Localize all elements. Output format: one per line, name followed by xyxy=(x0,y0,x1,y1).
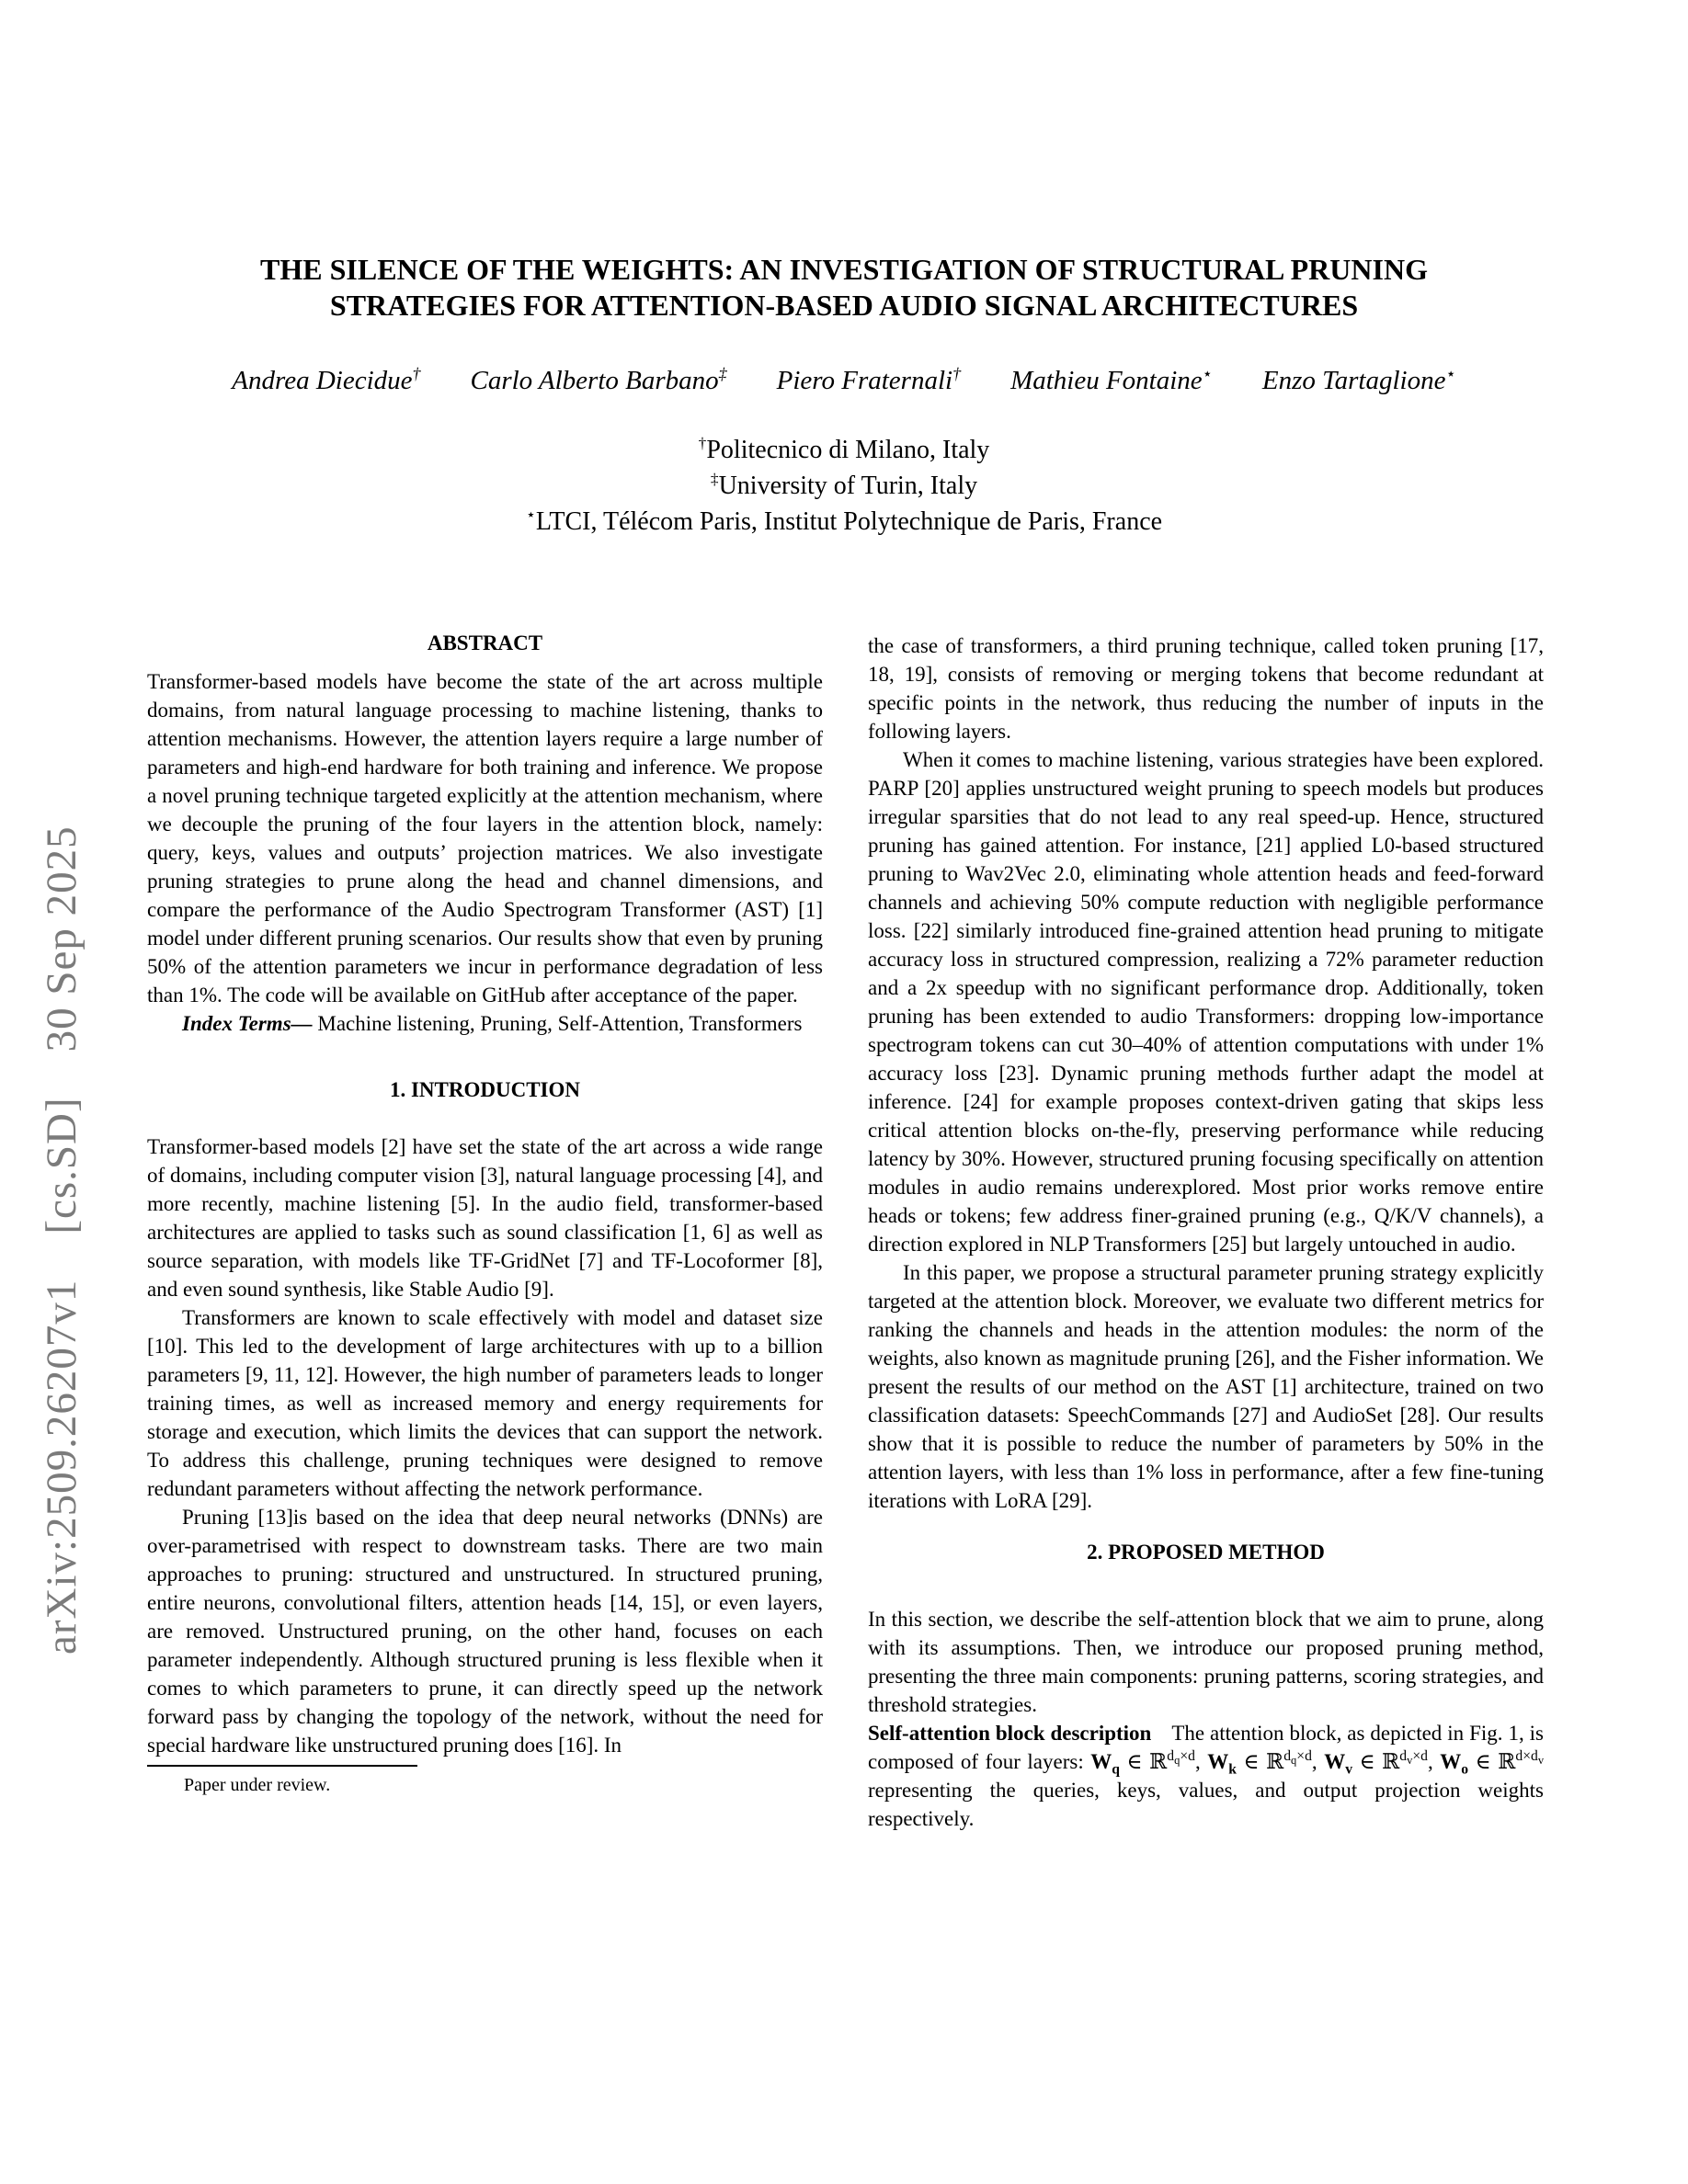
author-1 xyxy=(232,366,420,396)
author-2 xyxy=(471,366,727,396)
author-3-mark: † xyxy=(952,364,962,383)
affiliation-3-mark: ⋆ xyxy=(525,506,536,524)
author-5-mark: ⋆ xyxy=(1445,364,1456,383)
author-4 xyxy=(1010,366,1213,396)
index-terms-label: Index Terms— xyxy=(182,1012,313,1035)
footnote-text: Paper under review. xyxy=(184,1775,331,1795)
author-1-name: Andrea Diecidue xyxy=(232,366,413,395)
right-column xyxy=(868,631,1544,1833)
index-terms-list: Machine listening, Pruning, Self-Attention, Transformers xyxy=(312,1012,803,1035)
index-terms xyxy=(147,1009,823,1038)
title-line-1: THE SILENCE OF THE WEIGHTS: AN INVESTIGATION OF STRUCTURAL PRUNING xyxy=(260,253,1428,286)
introduction-heading: 1. INTRODUCTION xyxy=(389,1078,581,1101)
intro-paragraph-2: Transformers are known to scale effectively with model and dataset size [10]. This led to the development of large architectures with up to a billion parameters [9, 11, 12]. However, the high number of parameters leads to longer training times, as well as increased memory and energy requirements for storage and execution, which limits the devices that can support the network. To address this challenge, pruning techniques were designed to remove redundant parameters without affecting the network performance. xyxy=(147,1306,823,1500)
affiliation-line-2 xyxy=(0,468,1688,504)
token-pruning-paragraph: the case of transformers, a third pruning technique, called token pruning [17, 18, 19], consists of removing or merging tokens that become redundant at specific points in the network, thus reducing the number of inputs in the following layers. xyxy=(868,634,1544,743)
intro-paragraph-1: Transformer-based models [2] have set the state of the art across a wide range of domains, including computer vision [3], natural language processing [4], and more recently, machine listening [5]. In the audio field, transformer-based architectures are applied to tasks such as sound classification [1, 6] as well as source separation, with models like TF-GridNet [7] and TF-Locoformer [8], and even sound synthesis, like Stable Audio [9]. xyxy=(147,1135,823,1301)
author-1-mark: † xyxy=(412,364,421,383)
abstract-text: Transformer-based models have become the state of the art across multiple domains, from natural language processing to machine listening, thanks to attention mechanisms. However, the attention layers require a large number of parameters and high-end hardware for both training and inference. We propose a novel pruning technique targeted explicitly at the attention mechanism, where we decouple the pruning of the four layers in the attention block, namely: query, keys, values and outputs’ projection matrices. We also investigate pruning strategies to prune along the head and channel dimensions, and compare the performance of the Audio Spectrogram Transformer (AST) [1] model under different pruning scenarios. Our results show that even by pruning 50% of the attention parameters we incur in performance degradation of less than 1%. The code will be available on GitHub after acceptance of the paper. xyxy=(147,670,823,1007)
machine-listening-paragraph: When it comes to machine listening, various strategies have been explored. PARP [20] applies unstructured weight pruning to speech models but produces irregular sparsities that do not lead to any real speed-up. Hence, structured pruning has gained attention. For instance, [21] applied L0-based structured pruning to Wav2Vec 2.0, eliminating whole attention heads and feed-forward channels and achieving 50% compute reduction with negligible performance loss. [22] similarly introduced fine-grained attention head pruning to mitigate accuracy loss in structured compression, realizing a 72% parameter reduction and a 2x speedup with no significant performance drop. Additionally, token pruning has been extended to audio Transformers: dropping low-importance spectrogram tokens can cut 30–40% of attention computations with under 1% accuracy loss [23]. Dynamic pruning methods further adapt the model at inference. [24] for example proposes context-driven gating that skips less critical attention blocks on-the-fly, preserving performance while reducing latency by 30%. However, structured pruning focusing specifically on attention modules in audio remains underexplored. Most prior works remove entire heads or tokens; few address finer-grained pruning (e.g., Q/K/V channels), a direction explored in NLP Transformers [25] but largely untouched in audio. xyxy=(868,748,1544,1256)
title-line-2: STRATEGIES FOR ATTENTION-BASED AUDIO SIGNAL ARCHITECTURES xyxy=(329,289,1359,322)
affiliation-1-mark: † xyxy=(698,434,707,452)
abstract-heading: ABSTRACT xyxy=(427,631,543,654)
author-5 xyxy=(1262,366,1456,396)
author-3 xyxy=(777,366,961,396)
arxiv-stamp: arXiv:2509.26207v1 [cs.SD] 30 Sep 2025 xyxy=(38,825,86,1655)
affiliation-line-1 xyxy=(0,432,1688,468)
author-5-name: Enzo Tartaglione xyxy=(1261,366,1446,395)
intro-paragraph-3: Pruning [13]is based on the idea that deep neural networks (DNNs) are over-parametrised with respect to downstream tasks. There are two main approaches to pruning: structured and unstructured. In structured pruning, entire neurons, convolutional filters, attention heads [14, 15], or even layers, are removed. Unstructured pruning, on the other hand, focuses on each parameter independently. Although structured pruning is less flexible when it comes to which parameters to prune, it can directly speed up the network forward pass by changing the topology of the network, without the need for special hardware like unstructured pruning does [16]. In xyxy=(147,1506,823,1757)
author-3-name: Piero Fraternali xyxy=(776,366,953,395)
affiliation-1-text: Politecnico di Milano, Italy xyxy=(706,436,990,464)
author-2-mark: ‡ xyxy=(718,364,727,383)
footnote-rule xyxy=(147,1765,417,1767)
method-intro-paragraph: In this section, we describe the self-attention block that we aim to prune, along with its assumptions. Then, we introduce our proposed pruning method, presenting the three main components: pruning patterns, scoring strategies, and threshold strategies. xyxy=(868,1608,1544,1716)
self-attention-block-paragraph xyxy=(868,1719,1544,1833)
affiliation-3-text: LTCI, Télécom Paris, Institut Polytechnique de Paris, France xyxy=(535,507,1163,536)
footnote xyxy=(147,1765,823,1797)
contribution-paragraph: In this paper, we propose a structural parameter pruning strategy explicitly targeted at the attention block. Moreover, we evaluate two different metrics for ranking the channels and heads in the attention modules: the norm of the weights, also known as magnitude pruning [26], and the Fisher information. We present the results of our method on the AST [1] architecture, trained on two classification datasets: SpeechCommands [27] and AudioSet [28]. Our results show that it is possible to reduce the number of parameters by 50% in the attention layers, with less than 1% loss in performance, after a few fine-tuning iterations with LoRA [29]. xyxy=(868,1261,1544,1512)
affiliations xyxy=(0,432,1688,540)
affiliation-2-mark: ‡ xyxy=(710,470,719,488)
affiliation-line-3 xyxy=(0,504,1688,540)
self-attention-block-label: Self-attention block description xyxy=(868,1722,1152,1745)
paper-title xyxy=(90,252,1598,324)
author-4-name: Mathieu Fontaine xyxy=(1010,366,1203,395)
self-attention-block-body: The attention block, as depicted in Fig. 1, is composed of four layers: $W_q$ ∈ ℝ$^{d_q\times d}$, $W_k$ ∈ ℝ$^{d_q\times d}$, $W_v$ ∈ ℝ$^{d_v\times d}$, $W_o$ ∈ ℝ$^{d\times d_v}$ representing the queries, keys, values, and output projection weights respectively. xyxy=(868,1722,1545,1830)
author-2-name: Carlo Alberto Barbano xyxy=(470,366,719,395)
method-heading: 2. PROPOSED METHOD xyxy=(1087,1541,1325,1564)
left-column xyxy=(147,631,823,1797)
authors-row xyxy=(0,366,1688,396)
affiliation-2-text: University of Turin, Italy xyxy=(718,472,978,500)
author-4-mark: ⋆ xyxy=(1202,364,1213,383)
